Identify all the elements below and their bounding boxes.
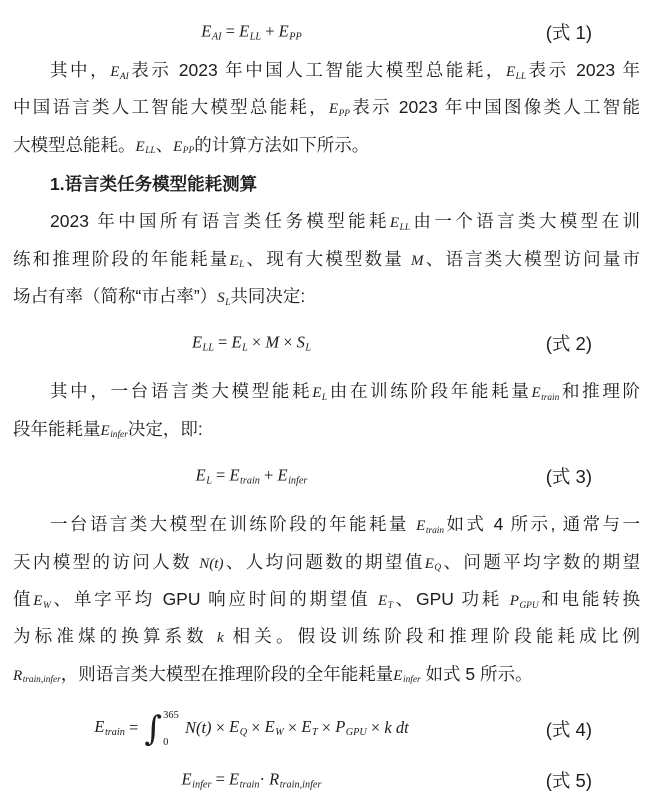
text-run: 表示 2023 年 xyxy=(526,60,641,80)
math-variable xyxy=(297,333,311,352)
math-variable xyxy=(335,717,367,739)
math-subscript: L xyxy=(242,342,248,354)
math-variable-base: E xyxy=(531,385,541,402)
math-subscript: PP xyxy=(182,146,195,157)
math-variable-base: E xyxy=(201,21,212,41)
math-subscript: train xyxy=(425,525,445,536)
text-run: 和电能转换 xyxy=(538,588,640,609)
math-variable-base: E xyxy=(312,385,322,402)
text-run: 、语言类大模型访问量市 xyxy=(423,248,640,269)
math-subscript: infer xyxy=(288,475,308,487)
math-subscript: train xyxy=(104,727,125,739)
text-run: × xyxy=(283,717,302,737)
math-variable-base: N(t) xyxy=(199,555,224,572)
integral-upper-limit: 365 xyxy=(163,709,179,721)
math-variable-base: N(t) xyxy=(184,717,212,737)
text-run: 练和推理阶段的年能耗量 xyxy=(13,248,230,269)
math-variable xyxy=(110,64,129,80)
paragraph-line xyxy=(13,127,640,164)
math-variable xyxy=(312,385,327,401)
math-variable-base: E xyxy=(173,138,183,155)
math-subscript: Q xyxy=(434,563,442,574)
text-run: 其中，一台语言类大模型能耗 xyxy=(50,381,313,402)
math-subscript: train,infer xyxy=(22,675,61,686)
math-variable xyxy=(173,139,194,155)
paragraph-line xyxy=(13,241,640,278)
math-variable-base: E xyxy=(389,215,400,232)
math-variable-base: S xyxy=(296,332,305,352)
math-variable xyxy=(201,22,221,41)
text-run: 中国语言类人工智能大模型总能耗， xyxy=(13,97,329,118)
math-variable-base: E xyxy=(416,518,426,535)
paragraph-line xyxy=(13,618,640,655)
integral-symbol xyxy=(144,710,178,748)
math-variable-base: E xyxy=(229,252,239,269)
paragraph-line xyxy=(13,52,640,89)
math-variable xyxy=(329,101,350,117)
math-variable xyxy=(264,717,284,739)
math-subscript: L xyxy=(206,475,212,487)
math-variable-base: E xyxy=(277,465,288,485)
paragraph-2 xyxy=(13,203,640,315)
math-variable xyxy=(217,630,224,646)
text-run: 由在训练阶段年能耗量 xyxy=(327,381,532,402)
text-run: 段年能耗量 xyxy=(13,418,101,439)
math-subscript: L xyxy=(239,260,245,271)
text-run: 、GPU 功耗 xyxy=(392,588,510,609)
paragraph-line xyxy=(13,373,640,410)
text-run: · xyxy=(259,769,270,789)
text-run: 、问题平均字数的期望 xyxy=(441,551,641,572)
math-variable-base: M xyxy=(265,332,280,352)
math-variable-base: P xyxy=(509,592,519,609)
equation-2 xyxy=(13,321,640,365)
equation-label: (式 4) xyxy=(545,718,592,740)
text-run: 天内模型的访问人数 xyxy=(13,551,200,572)
math-variable xyxy=(393,668,420,684)
math-variable xyxy=(33,593,50,609)
math-variable xyxy=(101,423,128,439)
text-run: 2023 年中国所有语言类任务模型能耗 xyxy=(50,211,390,232)
math-subscript: L xyxy=(225,297,231,308)
math-variable xyxy=(411,253,424,269)
text-run: 和推理阶 xyxy=(559,381,641,402)
text-run: 、 xyxy=(155,134,174,155)
math-variable-base: E xyxy=(100,422,110,439)
text-run: × xyxy=(366,717,385,737)
math-subscript: train xyxy=(239,779,260,791)
math-subscript: LL xyxy=(202,342,214,354)
math-variable-base: E xyxy=(181,769,192,789)
paragraph-1 xyxy=(13,52,640,164)
math-variable xyxy=(94,717,125,739)
math-variable xyxy=(136,139,156,155)
math-subscript: LL xyxy=(249,31,262,43)
math-subscript: W xyxy=(42,600,51,611)
math-variable xyxy=(510,593,539,609)
math-variable-base: E xyxy=(301,717,312,737)
text-run: × xyxy=(317,717,336,737)
text-run: 如式 4 所示, 通常与一 xyxy=(444,514,640,535)
math-subscript: GPU xyxy=(345,727,367,739)
math-subscript: PP xyxy=(289,31,302,43)
math-variable-base: P xyxy=(335,717,346,737)
math-variable-base: k xyxy=(384,717,392,737)
math-subscript: W xyxy=(275,727,284,739)
text-run: 大模型总能耗。 xyxy=(13,134,136,155)
equation-label: (式 2) xyxy=(545,333,592,355)
text-run: = xyxy=(213,332,232,352)
math-variable xyxy=(185,717,212,736)
math-variable-base: E xyxy=(505,64,516,80)
text-run: 由一个语言类大模型在训 xyxy=(410,211,641,232)
math-subscript: AI xyxy=(211,31,222,43)
math-variable xyxy=(13,668,61,684)
math-variable xyxy=(390,215,410,231)
math-subscript: LL xyxy=(399,222,411,233)
paragraph-line xyxy=(13,411,640,448)
math-variable xyxy=(231,333,247,352)
math-variable-base: E xyxy=(135,138,145,155)
equation-label: (式 3) xyxy=(545,466,592,488)
text-run: 、人均问题数的期望值 xyxy=(223,551,425,572)
text-run: 决定，即: xyxy=(127,418,203,439)
math-subscript: AI xyxy=(119,71,129,82)
math-variable xyxy=(265,333,279,352)
text-run: = xyxy=(211,769,230,789)
math-subscript: train xyxy=(240,475,260,487)
math-subscript: LL xyxy=(515,71,527,82)
math-variable-base: E xyxy=(229,717,240,737)
math-subscript: T xyxy=(387,600,393,611)
math-subscript: L xyxy=(305,342,312,354)
paragraph-line xyxy=(13,203,640,240)
math-variable xyxy=(192,333,214,352)
math-variable-base: E xyxy=(33,592,43,609)
math-variable-base: E xyxy=(278,21,289,41)
equation-3 xyxy=(13,454,640,498)
text-run: = xyxy=(211,465,230,485)
math-variable xyxy=(196,466,212,485)
paragraph-3 xyxy=(13,365,640,448)
math-variable xyxy=(301,717,318,739)
math-variable-base: M xyxy=(411,252,424,269)
paragraph-line xyxy=(13,581,640,618)
text-run: 、现有大模型数量 xyxy=(244,248,411,269)
math-variable-base: E xyxy=(195,465,206,485)
paragraph-line xyxy=(13,89,640,126)
text-run: 场占有率（简称“市占率”） xyxy=(13,285,218,306)
math-subscript: L xyxy=(321,392,328,403)
math-variable-base: E xyxy=(328,101,339,118)
text-run: × xyxy=(211,717,230,737)
math-variable xyxy=(199,556,223,572)
math-variable xyxy=(396,717,409,736)
math-variable xyxy=(229,770,259,789)
paragraph-line xyxy=(13,278,640,315)
math-variable-base: E xyxy=(239,21,250,41)
math-variable-base: E xyxy=(378,592,388,609)
text-run: 其中， xyxy=(50,60,111,80)
text-run: ，则语言类大模型在推理阶段的全年能耗量 xyxy=(60,663,394,684)
math-variable-base: E xyxy=(264,717,275,737)
text-run: = xyxy=(221,21,240,41)
math-subscript: train,infer xyxy=(279,779,322,791)
math-subscript: Q xyxy=(239,727,248,739)
text-run: + xyxy=(261,21,279,41)
text-run: 一台语言类大模型在训练阶段的年能耗量 xyxy=(50,514,417,535)
equation-1 xyxy=(13,12,640,52)
math-subscript: GPU xyxy=(519,600,539,611)
section-heading-language-model-energy: 1.语言类任务模型能耗测算 xyxy=(50,174,258,195)
text-run: = xyxy=(124,717,143,737)
text-run: 表示 2023 年中国图像类人工智能 xyxy=(349,97,640,118)
integral-lower-limit: 0 xyxy=(163,736,169,748)
math-subscript: LL xyxy=(145,146,156,157)
text-run: 为标准煤的换算系数 xyxy=(13,626,217,647)
text-run: + xyxy=(259,465,278,485)
math-variable-base: E xyxy=(191,332,203,352)
math-variable-base: R xyxy=(269,769,280,789)
equation-5 xyxy=(13,758,640,802)
math-variable-base: E xyxy=(110,64,120,80)
text-run: × xyxy=(247,332,266,352)
text-run: 表示 2023 年中国人工智能大模型总能耗， xyxy=(128,60,506,80)
math-subscript: PP xyxy=(338,109,350,119)
text-run: 的计算方法如下所示。 xyxy=(194,134,370,155)
math-variable-base: R xyxy=(13,667,23,684)
paragraph-line xyxy=(13,656,640,693)
math-subscript: train xyxy=(541,392,560,403)
math-variable xyxy=(531,385,559,401)
math-variable xyxy=(277,466,307,485)
integral-glyph: ∫ xyxy=(144,708,163,749)
math-variable xyxy=(229,717,248,739)
math-subscript: T xyxy=(311,727,318,739)
math-variable xyxy=(269,770,321,789)
text-run: 、单字平均 GPU 响应时间的期望值 xyxy=(50,588,378,609)
math-variable-base: E xyxy=(94,717,105,737)
text-run: 共同决定: xyxy=(230,285,306,306)
equation-4 xyxy=(13,701,640,756)
math-variable-base: E xyxy=(229,465,240,485)
math-variable xyxy=(217,290,230,306)
text-run: 值 xyxy=(13,588,34,609)
math-variable xyxy=(239,22,261,41)
text-run: 相关。假设训练阶段和推理阶段能耗成比例 xyxy=(223,626,640,647)
paragraph-line xyxy=(13,544,640,581)
math-variable xyxy=(378,593,393,609)
paragraph-4 xyxy=(13,498,640,693)
math-variable-base: E xyxy=(229,769,240,789)
math-variable-base: E xyxy=(393,667,403,684)
math-variable-base: dt xyxy=(395,717,409,737)
math-variable xyxy=(279,22,302,41)
integral-limits xyxy=(163,710,179,748)
math-variable-base: E xyxy=(231,332,242,352)
math-variable xyxy=(425,556,441,572)
math-variable-base: E xyxy=(424,555,434,572)
math-variable xyxy=(182,770,212,789)
equation-label: (式 5) xyxy=(545,770,592,792)
math-subscript: infer xyxy=(192,779,212,791)
text-run: × xyxy=(247,717,265,737)
math-variable xyxy=(229,466,259,485)
math-variable xyxy=(384,717,391,736)
text-run: × xyxy=(279,332,297,352)
equation-label: (式 1) xyxy=(545,22,592,43)
math-variable-base: k xyxy=(216,630,224,647)
math-variable xyxy=(229,253,244,269)
math-variable xyxy=(416,518,444,534)
text-run: 如式 5 所示。 xyxy=(420,663,533,684)
paragraph-line xyxy=(13,506,640,543)
math-variable xyxy=(506,64,526,80)
math-variable-base: S xyxy=(217,289,225,306)
math-subscript: infer xyxy=(110,430,128,441)
math-subscript: infer xyxy=(403,675,421,686)
